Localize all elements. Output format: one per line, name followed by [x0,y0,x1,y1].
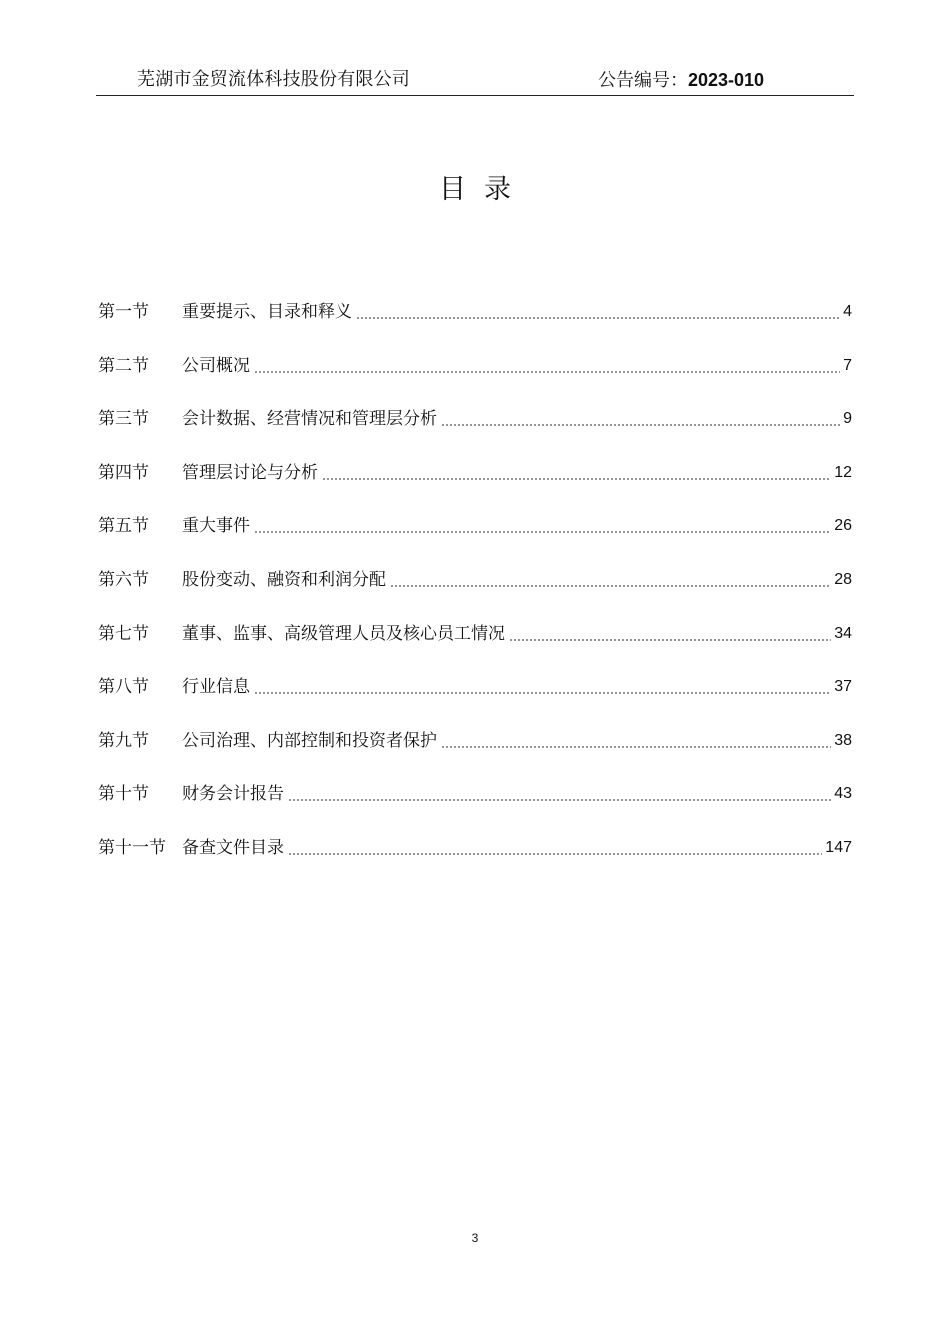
toc-section-number: 第一节 [98,302,149,322]
toc-entry[interactable] [98,455,852,485]
toc-leader-dots [254,514,831,538]
toc-section-title: 股份变动、融资和利润分配 [182,570,386,590]
toc-page-number: 26 [834,517,852,535]
page-header [96,64,854,96]
toc-entry[interactable] [98,723,852,753]
toc-leader-dots [441,407,840,431]
toc-page-number: 147 [825,839,852,856]
notice-number [598,69,764,92]
company-name: 芜湖市金贸流体科技股份有限公司 [137,69,410,90]
toc-leader-dots [356,300,840,324]
toc-section-title: 董事、监事、高级管理人员及核心员工情况 [182,623,505,644]
toc-section-title: 管理层讨论与分析 [182,462,318,483]
toc-entry[interactable] [98,294,852,324]
toc-entry[interactable] [98,508,852,538]
toc-page-number: 43 [834,785,852,803]
toc-entry[interactable] [98,616,852,646]
toc-entry[interactable] [98,669,852,699]
page-number: 3 [471,1231,479,1245]
toc-page-number: 9 [843,410,852,428]
toc-entry[interactable] [98,830,852,860]
toc-section-number: 第八节 [98,677,149,698]
toc-section-number: 第十节 [98,784,149,805]
toc-page-number: 7 [843,356,852,374]
toc-leader-dots [254,354,840,378]
toc-leader-dots [390,568,831,592]
toc-title: 目录 [439,174,529,205]
toc-leader-dots [254,675,831,699]
toc-section-number: 第四节 [98,462,149,483]
toc-section-number: 第三节 [98,409,149,430]
toc-entry[interactable] [98,401,852,431]
toc-section-number: 第九节 [98,730,149,751]
toc-section-title: 行业信息 [182,677,250,698]
toc-leader-dots [322,461,831,485]
toc-page-number: 28 [834,571,852,588]
toc-page-number: 37 [834,678,852,696]
toc-page-number: 38 [834,731,852,749]
toc-entry[interactable] [98,776,852,806]
toc-entry[interactable] [98,562,852,592]
notice-number-value: 2023-010 [688,70,765,90]
toc-page-number: 4 [843,303,852,320]
toc-section-number: 第二节 [98,355,149,376]
toc-leader-dots [441,729,831,753]
toc-section-number: 第六节 [98,570,149,590]
toc-section-title: 公司概况 [182,355,250,376]
toc-page-number: 34 [834,624,852,642]
toc-section-title: 重要提示、目录和释义 [182,302,352,322]
toc-section-title: 备查文件目录 [182,838,284,858]
toc-leader-dots [288,782,831,806]
toc-section-title: 重大事件 [182,516,250,537]
toc-entry[interactable] [98,348,852,378]
toc-section-number: 第七节 [98,623,149,644]
toc-leader-dots [288,836,822,860]
notice-label: 公告编号： [598,70,688,91]
toc-section-title: 会计数据、经营情况和管理层分析 [182,409,437,430]
toc-leader-dots [509,622,831,646]
toc-page-number: 12 [834,463,852,481]
toc-section-title: 财务会计报告 [182,784,284,805]
toc-section-title: 公司治理、内部控制和投资者保护 [182,730,437,751]
toc-section-number: 第十一节 [98,838,166,858]
toc-section-number: 第五节 [98,516,149,537]
